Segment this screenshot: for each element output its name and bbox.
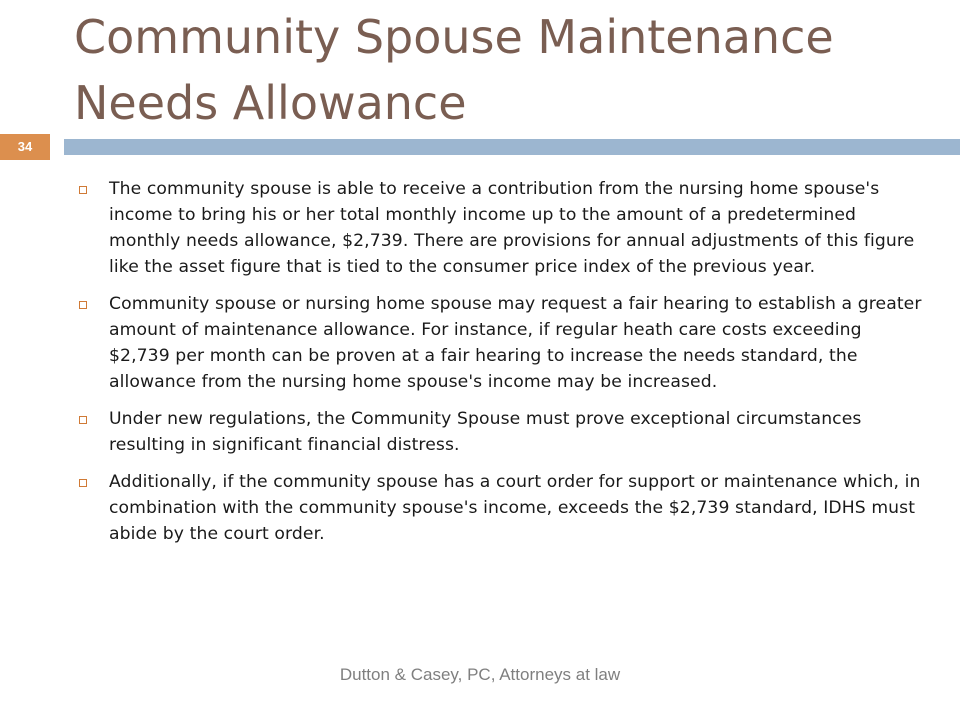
square-bullet-icon — [79, 479, 87, 487]
slide-footer: Dutton & Casey, PC, Attorneys at law — [339, 665, 621, 684]
bullet-text: Under new regulations, the Community Spouse must prove exceptional circumstances resulting in significant financial distress. — [109, 409, 862, 455]
square-bullet-icon — [79, 186, 87, 194]
square-bullet-icon — [79, 301, 87, 309]
square-bullet-icon — [79, 416, 87, 424]
bullet-item — [76, 291, 926, 395]
bullet-text: Additionally, if the community spouse has a court order for support or maintenance which, in combination with the community spouse's income, exceeds the $2,739 standard, IDHS must abide by the court order. — [109, 472, 921, 544]
bullet-text: The community spouse is able to receive a contribution from the nursing home spouse's income to bring his or her total monthly income up to the amount of a predetermined monthly needs allowance, $2,739. There are provisions for annual adjustments of this figure like the asset figure that is tied to the consumer price index of the previous year. — [109, 179, 915, 277]
title-divider-bar — [64, 139, 960, 155]
slide-number-badge: 34 — [0, 134, 50, 160]
bullet-item — [76, 469, 926, 547]
bullet-list — [76, 176, 926, 558]
bullet-text: Community spouse or nursing home spouse may request a fair hearing to establish a greater amount of maintenance allowance. For instance, if regular heath care costs exceeding $2,739 per month can be proven at a fair hearing to increase the needs standard, the allowance from the nursing home spouse's income may be increased. — [109, 294, 922, 392]
bullet-item — [76, 406, 926, 458]
slide-title: Community Spouse Maintenance Needs Allowance — [74, 10, 834, 130]
bullet-item — [76, 176, 926, 280]
